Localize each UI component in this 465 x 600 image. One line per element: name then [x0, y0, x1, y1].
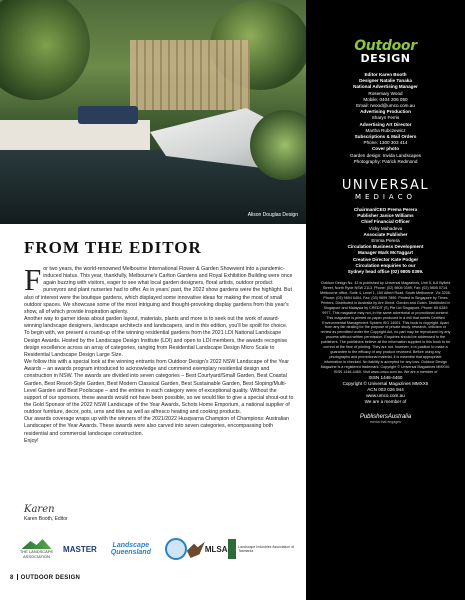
- outdoor-design-logo: Outdoor: [354, 38, 417, 54]
- logo-label: THE LANDSCAPE ASSOCIATION: [19, 549, 54, 559]
- paragraph: For two years, the world-renowned Melbourne International Flower & Garden Showwent into a pandemic-induced hiatus. This year, thankfully, Melbourne's Carlton Gardens and Royal Exhibition Building were once again buzzing with visitors, eager to see what local garden designers, floral artists, outdoor product purveyors and plant nurseries had to offer. As in years' past, the 2022 show gardens were the highlight. But also of interest were the boutique gardens, which displayed some innovative ideas for making the most of small outdoor spaces. We showcase some of the most intriguing and thought-provoking display gardens from this year's show, all of which provide inspiration aplenty.: [24, 262, 293, 315]
- round-association-logo: [165, 538, 187, 560]
- signature: Karen: [24, 504, 55, 515]
- staff-line: Chief Financial Officer: [361, 219, 410, 225]
- foliage: [0, 0, 90, 100]
- outdoor-design-logo-sub: DESIGN: [360, 52, 411, 65]
- credit-line: Photography: Patrick Redmond: [353, 158, 418, 164]
- credit-line: Rosemary Wood: [368, 90, 403, 96]
- association-logos: [10, 534, 300, 564]
- staff-block: [306, 207, 465, 275]
- credit-line: Martha Rubczewicz: [365, 127, 406, 133]
- paragraph: We follow this with a special look at the winning entrants from Outdoor Design's 2022 NSW Landscape of the Year Awards – an awards program introduced to acknowledge and commend exemplary residential design and construction in NSW. The awards are divided into seven categories – Best Courtyard/Small Garden, Best Coastal Garden, Best Resort-Style Garden, Best Modern Classical Garden, Best Sustainable Garden, Best Sloping/Multi-Level Garden and Best Poolscape – and the entries in each category were of exceptional quality. Without the support of our sponsors, these awards would not have been possible, so we would like to give a special shout-out to the Gold Sponsor of the 2022 NSW Landscape of the Year Awards, Schots Home Emporium, a national supplier of outdoor furniture, decor, pots, urns and tiles as well as alfresco heating and cooking products.: [24, 359, 294, 416]
- staff-line: Sydney head office (02) 9805 0399.: [347, 269, 424, 275]
- staff-line: Vicky Mahadeva: [368, 225, 403, 231]
- logo-label: MASTER: [63, 544, 97, 554]
- staff-line: Circulation Business Development: [347, 244, 424, 250]
- garden-wall: [0, 120, 150, 150]
- staff-line: Manager Mark McTaggart: [357, 250, 414, 256]
- logo-label: Landscape Queensland: [110, 542, 151, 556]
- staff-line: Publisher Janice Williams: [357, 213, 414, 219]
- credit-line: Mobile: 0404 206 050: [363, 96, 408, 102]
- credit-line: Phone: 1300 303 414: [363, 140, 408, 146]
- timber-screen: [130, 40, 250, 110]
- legal-text: Outdoor Design No. 42 is published by Universal Magazines, Unit 5, 6-8 Byfield Street, North Ryde NSW 2113. Phone: (02) 9805 0399, Fax: (02) 9805 0714. Melbourne office, Suite 4, Level 1, 150 Albert Road, South Melbourne, Vic 3205. Phone: (03) 9694 6404, Fax: (03) 9699 7890. Printed in Singapore by Times Printers. Distributed in Australia by Are Direct. Gordon and Gotch. Distributed in Singapore and Malaysia by CREDIT (S) Pte Ltd Singapore. Phone: 65 6289 9977. This magazine may not, in the same advertorial or promotional content. This magazine is printed on paper produced in a mill that meets Certified Environmental Management System ISO 14001. This book is copyright. Apart from any fair dealing for the purpose of private study, research, criticism or review as permitted under the Copyright Act, no part may be reproduced by any process without written permission. Enquiries should be addressed to the publishers. The publishers believe all the information supplied in this book to be correct at the time of printing. They are not, however, in a position to make a guarantee to the efficacy of any product reviewed. Before using any photographs and promotional material, it is essential that appropriate information is checked. No liability is accepted for any loss. Outdoor Design Magazine is a registered trademark. Copyright © Universal Magazines MMXXII. ISSN 1446-4460. Visit www.umco.com.au. We are a member of: [320, 281, 451, 374]
- round-seal-icon: [165, 538, 187, 560]
- logo-label: MLSA: [204, 544, 228, 554]
- landscape-association-logo: [10, 539, 63, 559]
- paragraph: Our awards coverage wraps up with the winners of the 2021/2022 Husqvarna Champion of Champions: Australian Landscaper of the Year Awards. These awards were also carved into seven categories, encompassing both residential and commercial landscape construction.: [24, 416, 289, 437]
- bird-emblem-logo: [187, 540, 205, 558]
- staff-line: Emma Perera: [371, 238, 400, 244]
- credit-line: Advertising Production: [360, 109, 411, 115]
- landscape-queensland-logo: [97, 542, 165, 556]
- credit-line: Garden design: Invida Landscapes: [350, 152, 421, 158]
- universal-media-logo: [306, 179, 465, 201]
- signature-name: Karen Booth, Editor: [24, 516, 68, 522]
- publishers-australia-tagline: media that engages: [370, 419, 401, 424]
- copyright: Copyright © Universal Magazines MMXXII: [342, 380, 429, 386]
- staff-line: Associate Publisher: [363, 231, 408, 237]
- divider: [17, 574, 18, 580]
- bench-cushion: [78, 106, 138, 124]
- credit-line: Advertising Art Director: [359, 121, 412, 127]
- landscape-mark-icon: [22, 539, 52, 549]
- credit-line: Email: rwood@umco.com.au: [356, 103, 415, 109]
- credit-line: Editor Karen Booth: [364, 72, 407, 77]
- photo-credit: Alison Douglas Design: [247, 212, 298, 218]
- publishers-australia-logo: PublishersAustralia: [359, 413, 412, 420]
- hero-photo: [0, 0, 306, 224]
- credits-block: [306, 72, 465, 165]
- closing: Enjoy!: [24, 437, 39, 444]
- drop-cap: F: [24, 262, 42, 297]
- mediaco-wordmark: MEDIACO: [355, 193, 416, 202]
- masthead-sidebar: [306, 0, 465, 600]
- lia-tasmania-logo: [228, 539, 300, 559]
- issn: ISSN 1446-4460: [368, 374, 403, 380]
- universal-wordmark: UNIVERSAL: [341, 178, 430, 194]
- mlsa-logo: [205, 545, 228, 554]
- staff-line: Creative Director Kate Podger: [352, 256, 419, 262]
- paragraph: Another way to garner ideas about garden layout, materials, plants and more is to seek out the work of award-winning landscape designers, landscape architects and landscapers, and in this edition, you'll be spoilt for choice. To begin with, we present a round-up of the winning residential gardens from the 2021 LDI National Landscape Design Awards. Hosted by the Landscape Design Institute (LDI) and open to LDI members, the awards recognise design excellence across an array of categories, ranging from Residential Landscape Design Micro Scale to Residential Landscape Design Large Size.: [24, 316, 288, 358]
- page-title: FROM THE EDITOR: [24, 238, 202, 257]
- logo-label: Landscape Industries Association of Tasmania: [238, 544, 294, 553]
- credit-line: National Advertising Manager: [353, 84, 418, 90]
- member-note: We are a member of: [364, 399, 407, 405]
- editorial-body: [24, 262, 294, 445]
- credit-line: Cover photo: [371, 146, 400, 152]
- credit-line: Designer Natalie Tanaka: [359, 78, 412, 84]
- staff-line: Chairman/CEO Prema Perera: [353, 207, 418, 213]
- section-name: OUTDOOR DESIGN: [20, 575, 81, 581]
- staff-line: Circulation enquiries to our: [355, 262, 416, 268]
- credit-line: Sharyn Ferris: [371, 115, 400, 121]
- bird-icon: [187, 540, 205, 558]
- lia-mark-icon: [228, 539, 237, 559]
- acn: ACN 003 026 944: [367, 386, 404, 392]
- master-landscapers-logo: [63, 545, 97, 554]
- website: www.umco.com.au: [366, 393, 405, 399]
- page-number: 8: [10, 575, 14, 581]
- page-footer: [10, 574, 80, 581]
- credit-line: Subscriptions & Mail Orders: [354, 134, 417, 140]
